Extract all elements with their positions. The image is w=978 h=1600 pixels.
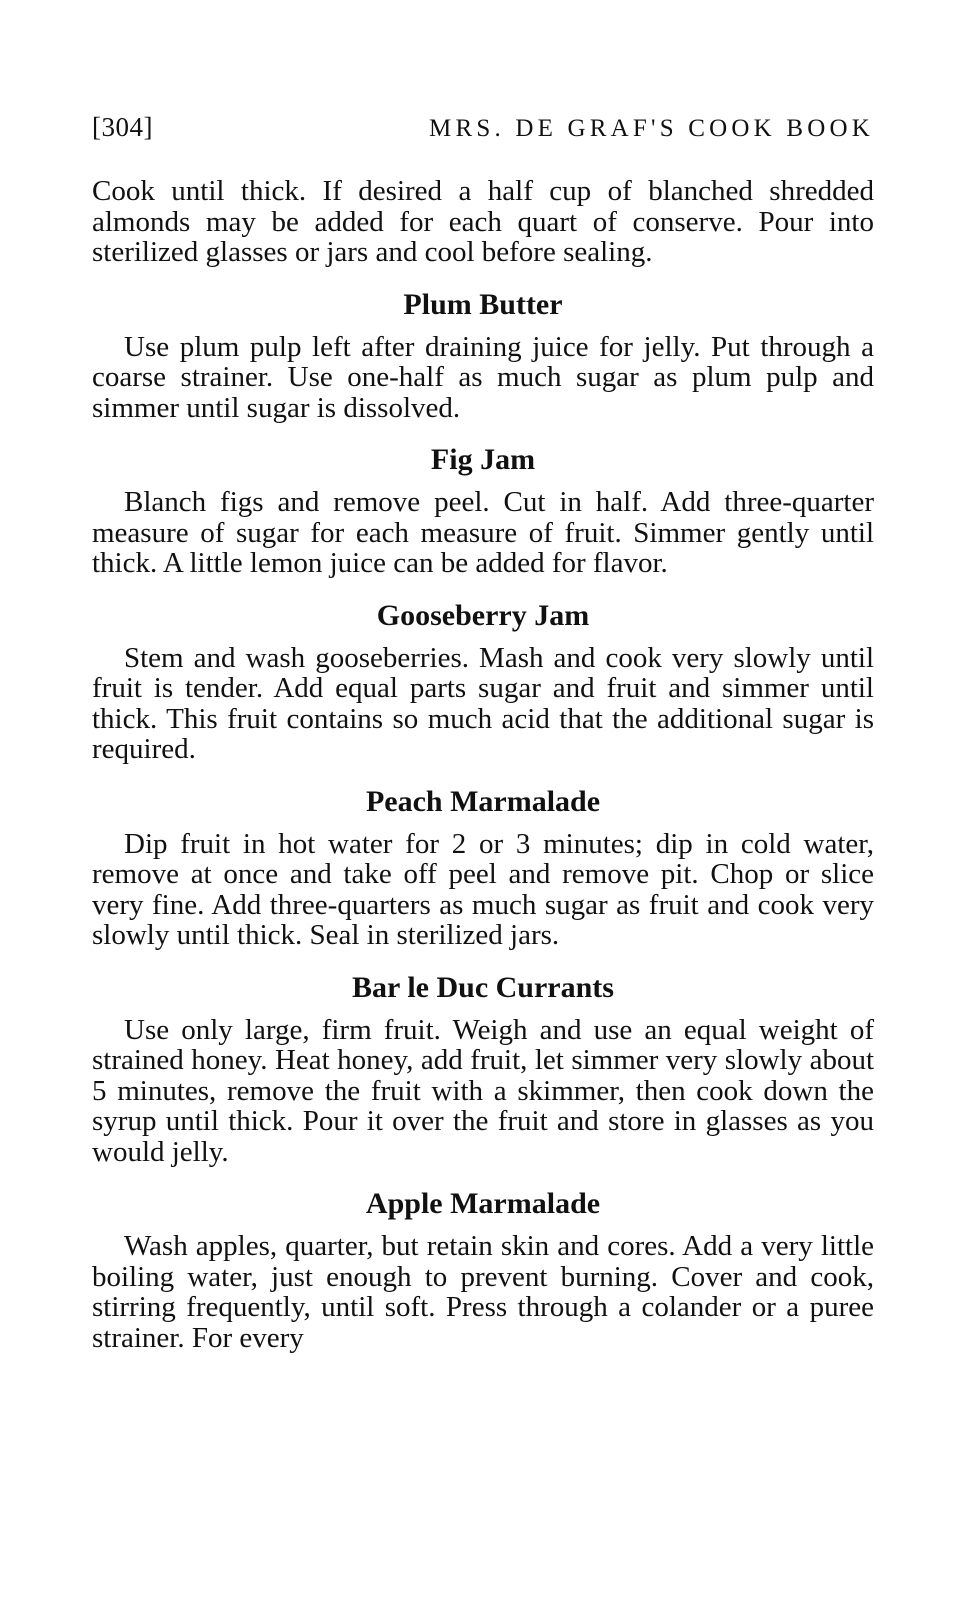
recipe-title: Fig Jam bbox=[430, 443, 536, 476]
recipe-body: Blanch figs and remove peel. Cut in half. Add three-quarter measure of sugar for each measure of fruit. Simmer gently until thick. A little lemon juice can be added for flavor. bbox=[92, 486, 874, 579]
recipe-body: Dip fruit in hot water for 2 or 3 minutes; dip in cold water, remove at once and take off peel and remove pit. Chop or slice very fine. Add three-quarters as much sugar as fruit and cook very slowly until thick. Seal in sterilized jars. bbox=[92, 827, 874, 951]
recipe-apple-marmalade bbox=[92, 1187, 874, 1353]
recipe-body: Use plum pulp left after draining juice for jelly. Put through a coarse strainer. Use one-half as much sugar as plum pulp and simmer until sugar is dissolved. bbox=[92, 330, 874, 424]
recipe-plum-butter bbox=[92, 288, 874, 424]
recipe-title: Gooseberry Jam bbox=[376, 598, 590, 632]
continued-paragraph: Cook until thick. If desired a half cup of blanched shredded almonds may be added for each quart of conserve. Pour into sterilized glasses or jars and cool before sealing. bbox=[92, 175, 874, 268]
recipe-fig-jam bbox=[92, 443, 874, 579]
recipe-title: Peach Marmalade bbox=[365, 784, 601, 818]
running-header bbox=[92, 112, 874, 156]
book-title: MRS. DE GRAF'S COOK BOOK bbox=[429, 115, 874, 142]
book-page bbox=[92, 112, 874, 1353]
recipe-body: Stem and wash gooseberries. Mash and cook very slowly until fruit is tender. Add equal parts sugar and fruit and simmer until thick. This fruit contains so much acid that the additional sugar is required. bbox=[92, 641, 874, 765]
recipe-bar-le-duc-currants bbox=[92, 971, 874, 1168]
recipe-title: Plum Butter bbox=[403, 287, 563, 321]
recipe-gooseberry-jam bbox=[92, 599, 874, 765]
recipe-body: Use only large, firm fruit. Weigh and use an equal weight of strained honey. Heat honey, add fruit, let simmer very slowly about 5 minutes, remove the fruit with a skimmer, then cook down the syrup until thick. Pour it over the fruit and store in glasses as you would jelly. bbox=[92, 1013, 874, 1168]
recipe-peach-marmalade bbox=[92, 785, 874, 951]
recipe-body: Wash apples, quarter, but retain skin and cores. Add a very little boiling water, just enough to prevent burning. Cover and cook, stirring frequently, until soft. Press through a colander or a puree strainer. For every bbox=[92, 1230, 874, 1354]
recipe-title: Bar le Duc Currants bbox=[352, 970, 614, 1004]
page-number: [304] bbox=[92, 112, 153, 142]
recipe-title: Apple Marmalade bbox=[365, 1187, 601, 1220]
